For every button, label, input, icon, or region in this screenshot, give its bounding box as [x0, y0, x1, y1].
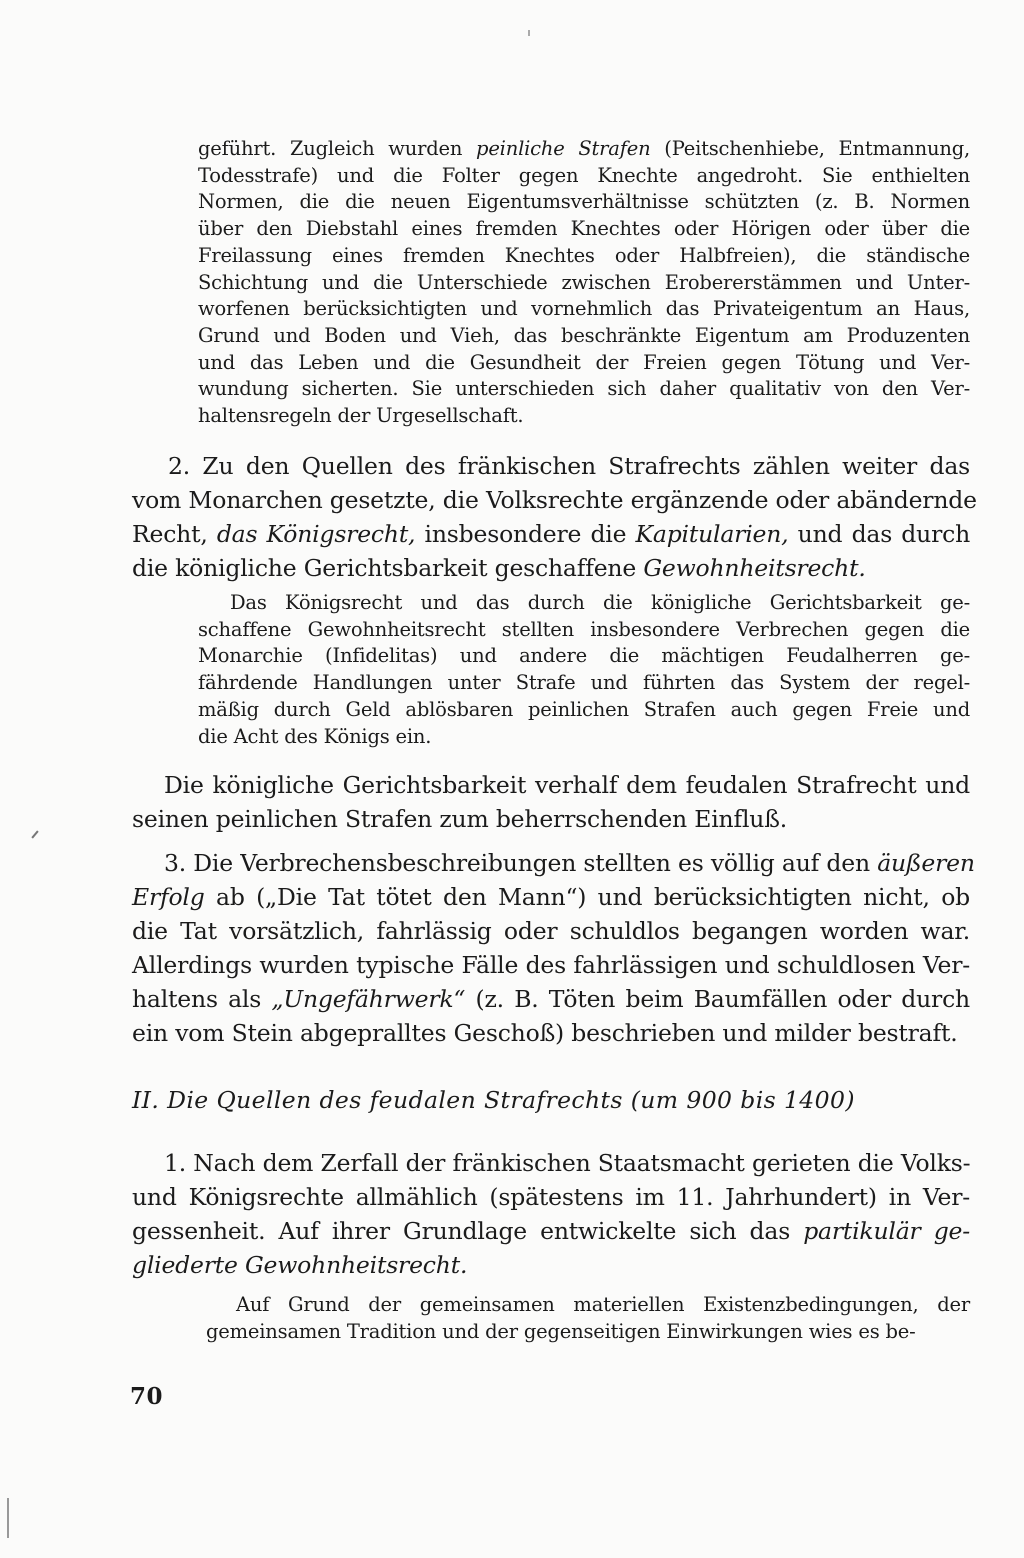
text-segment: mäßig durch Geld ablösbaren peinlichen Strafen auch gegen Freie und — [198, 697, 970, 721]
text-segment: 3. Die Verbrechensbeschreibungen stellten es völlig auf den — [164, 849, 878, 877]
text-segment: gessenheit. Auf ihrer Grundlage entwickelte sich das — [132, 1217, 804, 1245]
text-line — [198, 323, 970, 350]
italic-text-segment: Gewohnheitsrecht. — [643, 554, 866, 582]
text-line — [198, 617, 970, 644]
scan-mark — [7, 1498, 9, 1538]
text-segment: haltens als — [132, 985, 272, 1013]
paragraph-block-5 — [132, 846, 975, 1050]
text-segment: insbesondere die — [415, 520, 636, 548]
text-line — [198, 670, 970, 697]
text-segment: Normen, die die neuen Eigentumsverhältnisse schützten (z. B. Normen — [198, 190, 970, 214]
text-line — [132, 802, 970, 836]
italic-text-segment: das Königsrecht, — [216, 520, 416, 548]
text-line — [198, 697, 970, 724]
text-segment: über den Diebstahl eines fremden Knechtes oder Hörigen oder über die — [198, 217, 970, 241]
text-line — [132, 1016, 970, 1050]
paragraph-block-4 — [132, 768, 970, 836]
text-segment: 2. Zu den Quellen des fränkischen Strafrechts zählen weiter das — [168, 452, 970, 480]
text-line — [198, 189, 970, 216]
text-segment: die Tat vorsätzlich, fahrlässig oder schuldlos begangen worden war. — [132, 917, 970, 945]
text-segment: fährdende Handlungen unter Strafe und führten das System der regel- — [198, 671, 970, 695]
text-line — [132, 880, 970, 914]
italic-text-segment: äußeren — [877, 849, 975, 877]
text-segment: Allerdings wurden typische Fälle des fahrlässigen und schuldlosen Ver- — [132, 951, 970, 979]
text-segment: 1. Nach dem Zerfall der fränkischen Staatsmacht gerieten die Volks- — [164, 1149, 971, 1177]
text-line — [132, 1248, 970, 1282]
paragraph-block-2 — [132, 449, 977, 585]
paragraph-block-7 — [206, 1292, 970, 1345]
text-segment: Die königliche Gerichtsbarkeit verhalf dem feudalen Strafrecht und — [164, 771, 970, 799]
text-segment: wundung sicherten. Sie unterschieden sich daher qualitativ von den Ver- — [198, 377, 970, 401]
text-line — [132, 1180, 970, 1214]
text-line — [132, 914, 970, 948]
italic-text-segment: „Ungefährwerk“ — [271, 985, 466, 1013]
text-segment: (Peitschenhiebe, Entmannung, — [650, 137, 970, 160]
text-segment: Todesstrafe) und die Folter gegen Knechte angedroht. Sie enthielten — [198, 163, 970, 187]
text-line — [198, 590, 970, 617]
text-line — [198, 296, 970, 323]
text-line — [198, 376, 970, 403]
text-line — [132, 483, 977, 517]
text-segment: Recht, — [132, 520, 217, 548]
text-segment: seinen peinlichen Strafen zum beherrschenden Einfluß. — [132, 805, 787, 833]
text-segment: haltensregeln der Urgesellschaft. — [198, 404, 524, 428]
text-segment: schaffene Gewohnheitsrecht stellten insbesondere Verbrechen gegen die — [198, 617, 970, 641]
text-line — [132, 948, 970, 982]
text-line — [198, 643, 970, 670]
paragraph-block-6 — [132, 1146, 970, 1282]
text-line — [198, 403, 970, 430]
text-segment: Schichtung und die Unterschiede zwischen Erobererstämmen und Unter- — [198, 270, 970, 294]
text-segment: (z. B. Töten beim Baumfällen oder durch — [465, 985, 970, 1013]
text-line — [206, 1319, 970, 1346]
text-line — [132, 517, 970, 551]
italic-text-segment: Kapitularien, — [635, 520, 789, 548]
text-segment: die königliche Gerichtsbarkeit geschaffene — [132, 554, 644, 582]
text-segment: ein vom Stein abgeprallteѕ Geschoß) beschrieben und milder bestraft. — [132, 1019, 958, 1047]
section-heading: II. Die Quellen des feudalen Strafrechts (um 900 bis 1400) — [132, 1086, 855, 1114]
text-segment: und Königsrechte allmählich (spätestens im 11. Jahrhundert) in Ver- — [132, 1183, 970, 1211]
paragraph-block-3 — [198, 590, 970, 750]
text-segment: ab („Die Tat tötet den Mann“) und berücksichtigten nicht, ob — [204, 883, 970, 911]
text-line — [198, 724, 970, 751]
text-segment: worfenen berücksichtigten und vornehmlich das Privateigentum an Haus, — [198, 297, 970, 321]
text-segment: und das Leben und die Gesundheit der Freien gegen Tötung und Ver- — [198, 350, 970, 374]
text-line — [132, 449, 970, 483]
italic-text-segment: partikulär ge- — [803, 1217, 970, 1245]
italic-text-segment: Erfolg — [132, 883, 205, 911]
scan-mark — [31, 830, 38, 838]
text-segment: Grund und Boden und Vieh, das beschränkte Eigentum am Produzenten — [198, 323, 970, 347]
text-segment: Auf Grund der gemeinsamen materiellen Existenzbedingungen, der — [236, 1293, 970, 1316]
italic-text-segment: peinliche Strafen — [476, 137, 651, 160]
text-line — [132, 982, 970, 1016]
text-line — [198, 216, 970, 243]
text-line — [132, 1214, 970, 1248]
text-line — [132, 768, 970, 802]
text-segment: und das durch — [788, 520, 971, 548]
text-segment: vom Monarchen gesetzte, die Volksrechte ergänzende oder abändernde — [132, 486, 977, 514]
text-line — [132, 551, 970, 585]
text-line — [198, 270, 970, 297]
text-segment: die Acht des Königs ein. — [198, 724, 432, 748]
text-segment: geführt. Zugleich wurden — [198, 137, 477, 160]
scan-mark — [528, 30, 530, 36]
text-line — [132, 1146, 970, 1180]
text-segment: gemeinsamen Tradition und der gegenseitigen Einwirkungen wies es be- — [206, 1319, 916, 1343]
page-number: 70 — [130, 1383, 164, 1410]
text-segment: Monarchie (Infidelitas) und andere die mächtigen Feudalherren ge- — [198, 644, 970, 668]
paragraph-block-1 — [198, 136, 970, 430]
text-segment: Das Königsrecht und das durch die königliche Gerichtsbarkeit ge- — [230, 591, 970, 614]
italic-text-segment: gliederte Gewohnheitsrecht. — [132, 1251, 468, 1279]
text-line — [198, 350, 970, 377]
text-line — [132, 846, 975, 880]
text-line — [206, 1292, 970, 1319]
text-line — [198, 136, 970, 163]
text-segment: Freilassung eines fremden Knechtes oder Halbfreien), die ständische — [198, 243, 970, 267]
text-line — [198, 243, 970, 270]
text-line — [198, 163, 970, 190]
